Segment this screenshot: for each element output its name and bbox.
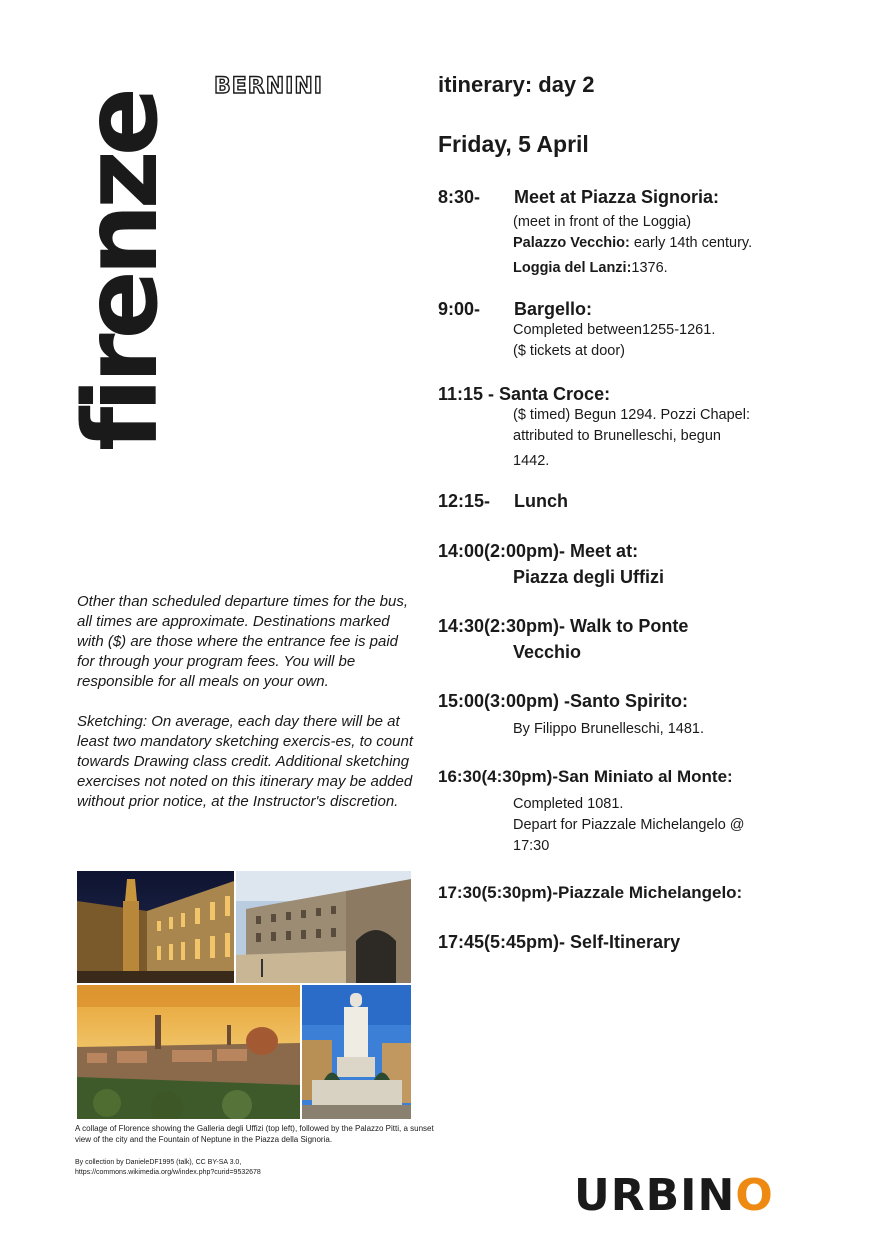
schedule-time: 16:30(4:30pm)-San Miniato al Monte: <box>438 767 733 786</box>
schedule-place: Meet at Piazza Signoria: <box>514 187 720 207</box>
detail-text: early 14th century. <box>629 235 753 251</box>
logo-main: URBIN <box>574 1170 736 1221</box>
detail-line: Completed between1255-1261. <box>513 322 716 338</box>
date-heading: Friday, 5 April <box>438 131 589 157</box>
schedule-time: 14:30(2:30pm)- Walk to Ponte <box>438 616 689 636</box>
schedule-time: 17:45(5:45pm)- Self-Itinerary <box>438 932 681 952</box>
vertical-title-text: firenze <box>62 93 181 451</box>
collage-caption: A collage of Florence showing the Galleria degli Uffizi (top left), followed by the Palazzo Pitti, a sunset view of the city and the Fountain of Neptune in the Piazza della Signoria. <box>75 1124 434 1144</box>
schedule-time: 14:00(2:00pm)- Meet at: <box>438 541 639 561</box>
schedule-time: 12:15- <box>438 491 491 511</box>
urbino-logo <box>574 1170 774 1221</box>
schedule-details <box>513 794 813 857</box>
detail-line: Depart for Piazzale Michelangelo @ <box>513 817 745 833</box>
uffizi-photo <box>77 871 234 983</box>
itinerary-title: itinerary: day 2 <box>438 72 595 97</box>
brand-logo: BERNINI <box>214 74 323 99</box>
schedule-time: 15:00(3:00pm) -Santo Spirito: <box>438 691 689 711</box>
detail-line <box>513 258 813 279</box>
detail-line: 1442. <box>513 453 550 469</box>
note-paragraph: Other than scheduled departure times for the bus, all times are approximate. Destinations marked with ($) are those where the entrance fee is paid for through your program fees. You will be responsible for all meals on your own. <box>77 593 409 690</box>
logo-accent: O <box>735 1170 774 1221</box>
detail-text: 1376. <box>631 260 668 276</box>
schedule-details <box>513 405 813 472</box>
schedule-place: Piazza degli Uffizi <box>513 567 665 587</box>
detail-line: ($ tickets at door) <box>513 343 626 359</box>
detail-line: attributed to Brunelleschi, begun <box>513 428 721 444</box>
schedule-details <box>513 320 813 362</box>
schedule-place: Vecchio <box>513 642 582 662</box>
palazzo-pitti-photo <box>236 871 411 983</box>
detail-line: Completed 1081. <box>513 796 624 812</box>
sunset-city-photo <box>77 985 300 1119</box>
detail-line: 17:30 <box>513 838 550 854</box>
schedule-time: 11:15 - Santa Croce: <box>438 384 611 404</box>
photo-credit: By collection by DanieleDF1995 (talk), CC BY-SA 3.0, https://commons.wikimedia.org/w/index.php?curid=9532678 <box>75 1159 261 1176</box>
vertical-title <box>62 77 181 467</box>
detail-label: Loggia del Lanzi: <box>513 260 632 276</box>
itinerary-notes <box>77 592 417 832</box>
detail-label: Palazzo Vecchio: <box>513 235 630 251</box>
schedule-details <box>513 212 813 279</box>
schedule-place: Lunch <box>514 491 568 511</box>
schedule-place: Bargello: <box>514 299 593 319</box>
detail-line <box>513 233 813 254</box>
neptune-fountain-photo <box>302 985 411 1119</box>
detail-line: (meet in front of the Loggia) <box>513 214 692 230</box>
schedule-time: 17:30(5:30pm)-Piazzale Michelangelo: <box>438 883 743 902</box>
note-paragraph: Sketching: On average, each day there will be at least two mandatory sketching exercis-es, to count towards Drawing class credit. Additional sketching exercises not noted on this itinerary may be added without prior notice, at the Instructor's discretion. <box>77 713 413 810</box>
schedule-details <box>513 719 813 740</box>
schedule-time: 8:30- <box>438 187 481 207</box>
schedule-time: 9:00- <box>438 299 481 319</box>
detail-line: By Filippo Brunelleschi, 1481. <box>513 721 705 737</box>
photo-collage <box>77 871 411 1119</box>
detail-line: ($ timed) Begun 1294. Pozzi Chapel: <box>513 407 750 423</box>
